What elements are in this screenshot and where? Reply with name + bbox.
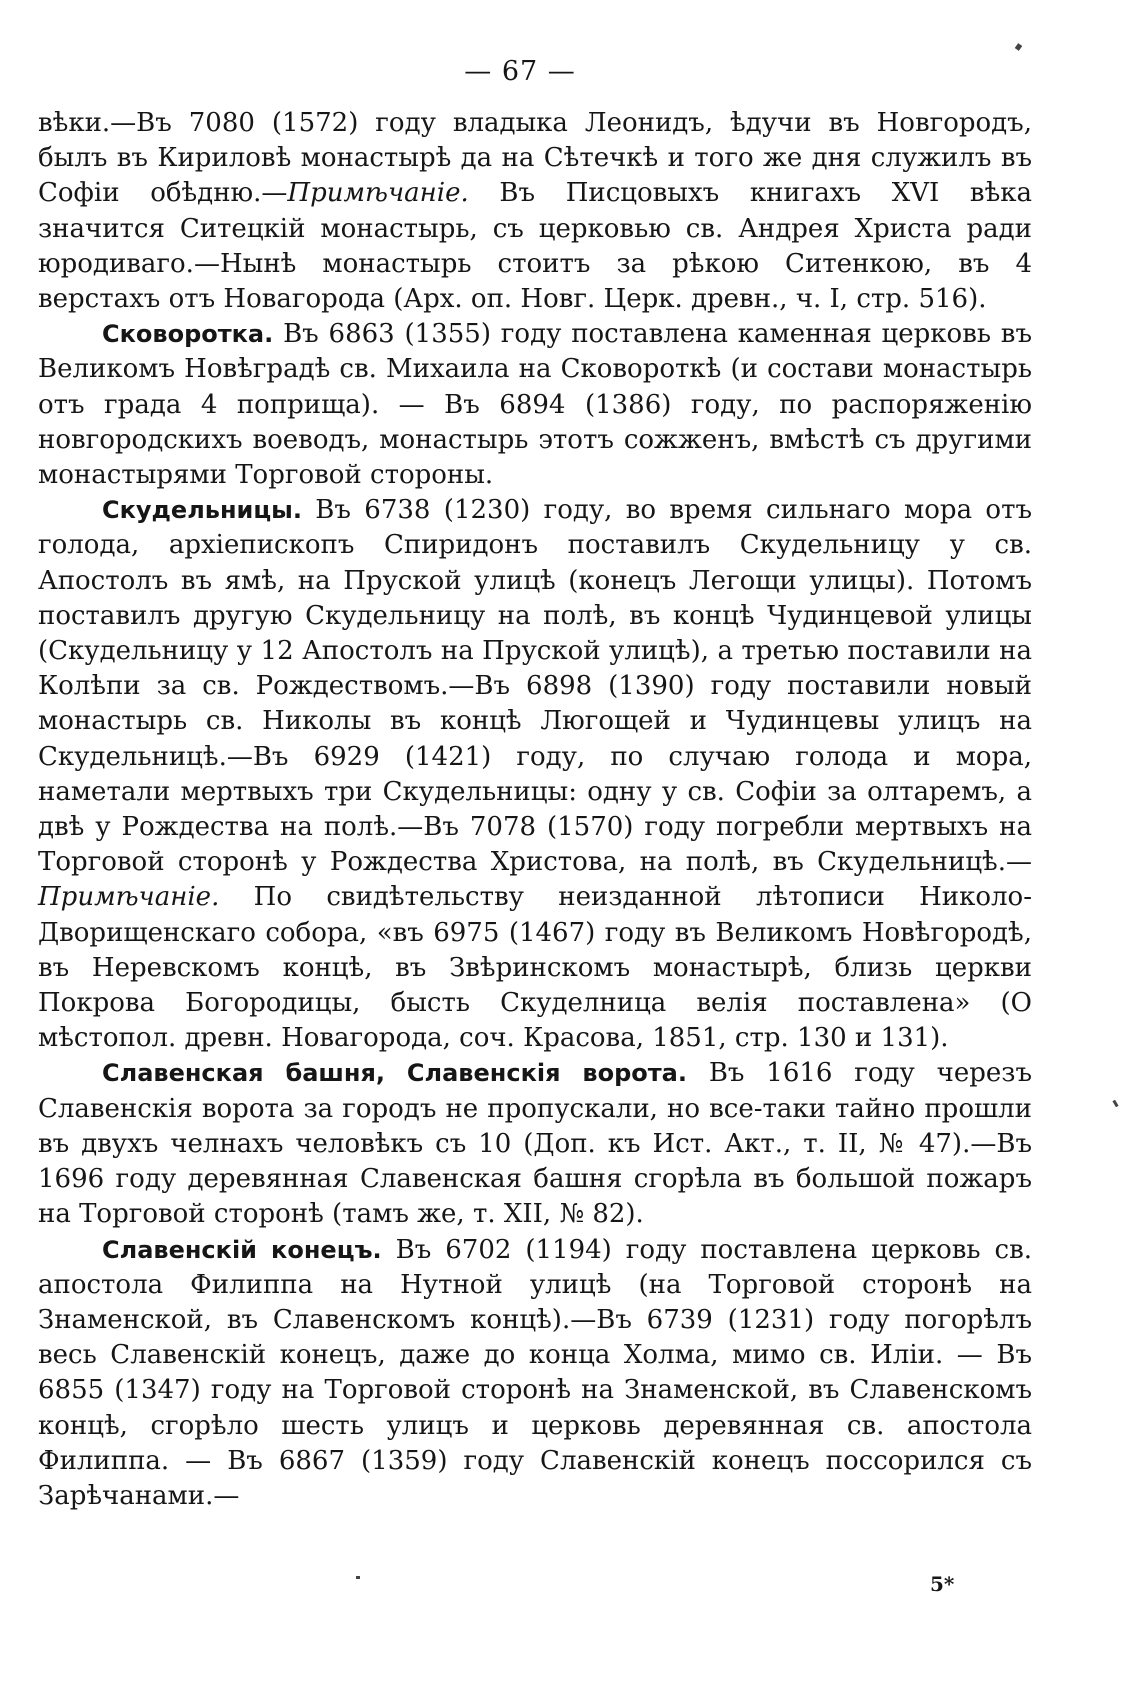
entry-heading: Сковоротка.: [102, 320, 274, 349]
paragraph-slavensky-konets: [38, 1233, 1032, 1515]
paragraph-skudelnitsy: [38, 493, 1032, 1056]
page-number: — 67 —: [464, 56, 576, 87]
paragraph-text: Въ 6702 (1194) году поставлена церковь св. апостола Филиппа на Нутной улицѣ (на Торговой сторонѣ на Знаменской, въ Славенскомъ концѣ).—Въ 6739 (1231) году погорѣлъ весь Славенскій конецъ, даже до конца Холма, мимо св. Иліи. — Въ 6855 (1347) году на Торговой сторонѣ на Знаменской, въ Славенскомъ концѣ, сгорѣло шесть улицъ и церковь деревянная св. апостола Филиппа. — Въ 6867 (1359) году Славенскій конецъ поссорился съ Зарѣчанами.—: [38, 1234, 1032, 1511]
note-label: Примѣчаніе.: [287, 178, 469, 209]
paragraph-skovorotka: [38, 317, 1032, 493]
paragraph-text: Въ 6738 (1230) году, во время сильнаго мора отъ голода, архіепископъ Спиридонъ поставилъ Скудельницу у св. Апостолъ въ ямѣ, на Пруской улицѣ (конецъ Легощи улицы). Потомъ поставилъ другую Скудельницу на полѣ, въ концѣ Чудинцевой улицы (Скудельницу у 12 Апостолъ на Пруской улицѣ), а третью поставили на Колѣпи за св. Рождествомъ.—Въ 6898 (1390) году поставили новый монастырь св. Николы въ концѣ Люгощей и Чудинцевы улицъ на Скудельницѣ.—Въ 6929 (1421) году, по случаю голода и мора, наметали мертвыхъ три Скудельницы: одну у св. Софіи за олтаремъ, а двѣ у Рождества на полѣ.—Въ 7078 (1570) году погребли мертвыхъ на Торговой сторонѣ у Рождества Христова, на полѣ, въ Скудельницѣ.—: [38, 495, 1032, 878]
paragraph-sitetsky: [38, 106, 1032, 317]
main-text: [38, 106, 1032, 1514]
printer-signature-mark: 5*: [930, 1572, 955, 1596]
paragraph-text: Въ Писцовыхъ книгахъ XVI вѣка значится Ситецкій монастырь, съ церковью св. Андрея Христа ради юродиваго.—Нынѣ монастырь стоитъ за рѣкою Ситенкою, въ 4 верстахъ отъ Новагорода (Арх. оп. Новг. Церк. древн., ч. I, стр. 516).: [38, 178, 1032, 315]
scan-speck: [356, 1576, 360, 1579]
note-label: Примѣчаніе.: [38, 882, 220, 913]
entry-heading: Славенская башня, Славенскія ворота.: [102, 1059, 687, 1088]
paragraph-text: Въ 6863 (1355) году поставлена каменная церковь въ Великомъ Новѣградѣ св. Михаила на Сковороткѣ (и состави монастырь отъ града 4 поприща). — Въ 6894 (1386) году, по распоряженію новгородскихъ воеводъ, монастырь этотъ сожженъ, вмѣстѣ съ другими монастырями Торговой стороны.: [38, 319, 1032, 491]
entry-heading: Славенскій конецъ.: [102, 1235, 382, 1264]
paragraph-text: По свидѣтельству неизданной лѣтописи Николо-Дворищенскаго собора, «въ 6975 (1467) году въ Великомъ Новѣгородѣ, въ Неревскомъ концѣ, въ Звѣринскомъ монастырѣ, близь церкви Покрова Богородицы, бысть Скуделница велія поставлена» (О мѣстопол. древн. Новагорода, соч. Красова, 1851, стр. 130 и 131).: [38, 882, 1032, 1054]
entry-heading: Скудельницы.: [102, 496, 302, 525]
paragraph-text: Въ 1616 году черезъ Славенскія ворота за городъ не пропускали, но все-таки тайно прошли въ двухъ челнахъ человѣкъ съ 10 (Доп. къ Ист. Акт., т. II, № 47).—Въ 1696 году деревянная Славенская башня сгорѣла въ большой пожаръ на Торговой сторонѣ (тамъ же, т. XII, № 82).: [38, 1058, 1033, 1230]
scan-speck: [1015, 43, 1023, 51]
scan-speck: [1112, 1100, 1118, 1108]
paragraph-text: вѣки.—Въ 7080 (1572) году владыка Леонидъ, ѣдучи въ Новгородъ, былъ въ Кириловѣ монастырѣ да на Сѣтечкѣ и того же дня служилъ въ Софіи обѣдню.—: [38, 108, 1032, 209]
paragraph-slavenskaya-bashnya: [38, 1056, 1032, 1232]
